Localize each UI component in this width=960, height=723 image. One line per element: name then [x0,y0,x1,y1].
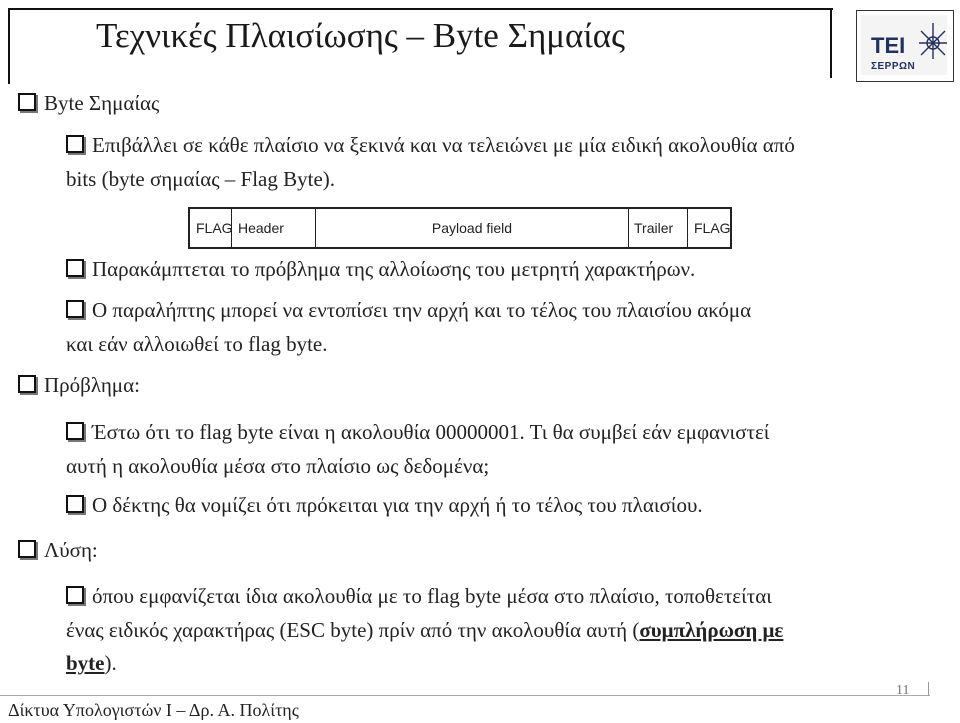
slide-title: Τεχνικές Πλαισίωσης – Byte Σημαίας [96,16,625,55]
title-frame-edge [830,8,832,78]
bullet-byte-stuffing: όπου εμφανίζεται ίδια ακολουθία με το flag byte μέσα στο πλαίσιο, τοποθετείται [66,582,772,610]
checkbox-bullet-icon [66,586,84,604]
checkbox-bullet-icon [66,135,84,153]
checkbox-bullet-icon [18,93,36,111]
bullet-byte-stuffing-cont2: byte). [66,651,117,675]
bullet-receiver-detect: Ο παραλήπτης μπορεί να εντοπίσει την αρχή και το τέλος του πλαισίου ακόμα [66,296,751,324]
bullet-enforce-sequence-cont: bits (byte σημαίας – Flag Byte). [66,167,336,191]
page-number-divider [928,682,929,696]
bullet-problem: Πρόβλημα: [18,371,140,399]
tei-serron-logo [856,10,954,82]
page-number: 11 [896,683,910,698]
checkbox-bullet-icon [66,259,84,277]
logo-text-tei: ΤΕΙ [871,33,906,58]
checkbox-bullet-icon [66,495,84,513]
bullet-byte-stuffing-cont: ένας ειδικός χαρακτήρας (ESC byte) πρίν από την ακολουθία αυτή (συμπλήρωση με [66,618,784,642]
bullet-receiver-detect-cont: και εάν αλλοιωθεί το flag byte. [66,332,328,356]
checkbox-bullet-icon [18,375,36,393]
checkbox-bullet-icon [66,300,84,318]
frame-field-flag-end: FLAG [694,220,731,236]
bullet-bypass-counter: Παρακάμπτεται το πρόβλημα της αλλοίωσης του μετρητή χαρακτήρων. [66,255,695,283]
frame-field-flag-start: FLAG [190,209,232,247]
bullet-byte-flag: Byte Σημαίας [18,89,159,117]
logo-graphic-icon [917,19,949,63]
bullet-solution: Λύση: [18,536,98,564]
footer-text: Δίκτυα Υπολογιστών Ι – Δρ. Α. Πολίτης [8,700,299,720]
bullet-enforce-sequence: Επιβάλλει σε κάθε πλαίσιο να ξεκινά και να τελειώνει με μία ειδική ακολουθία από [66,131,795,159]
checkbox-bullet-icon [66,422,84,440]
frame-field-trailer: Trailer [628,209,688,247]
frame-field-payload: Payload field [316,209,629,247]
bullet-flag-sequence: Έστω ότι το flag byte είναι η ακολουθία 00000001. Τι θα συμβεί εάν εμφανιστεί [66,418,769,446]
bullet-receiver-confusion: Ο δέκτης θα νομίζει ότι πρόκειται για την αρχή ή το τέλος του πλαισίου. [66,491,703,519]
bullet-flag-sequence-cont: αυτή η ακολουθία μέσα στο πλαίσιο ως δεδομένα; [66,454,490,478]
frame-structure-diagram [188,207,732,249]
frame-field-header: Header [232,209,316,247]
footer-divider [0,695,930,696]
checkbox-bullet-icon [18,540,36,558]
logo-text-serron: ΣΕΡΡΩΝ [871,61,916,72]
